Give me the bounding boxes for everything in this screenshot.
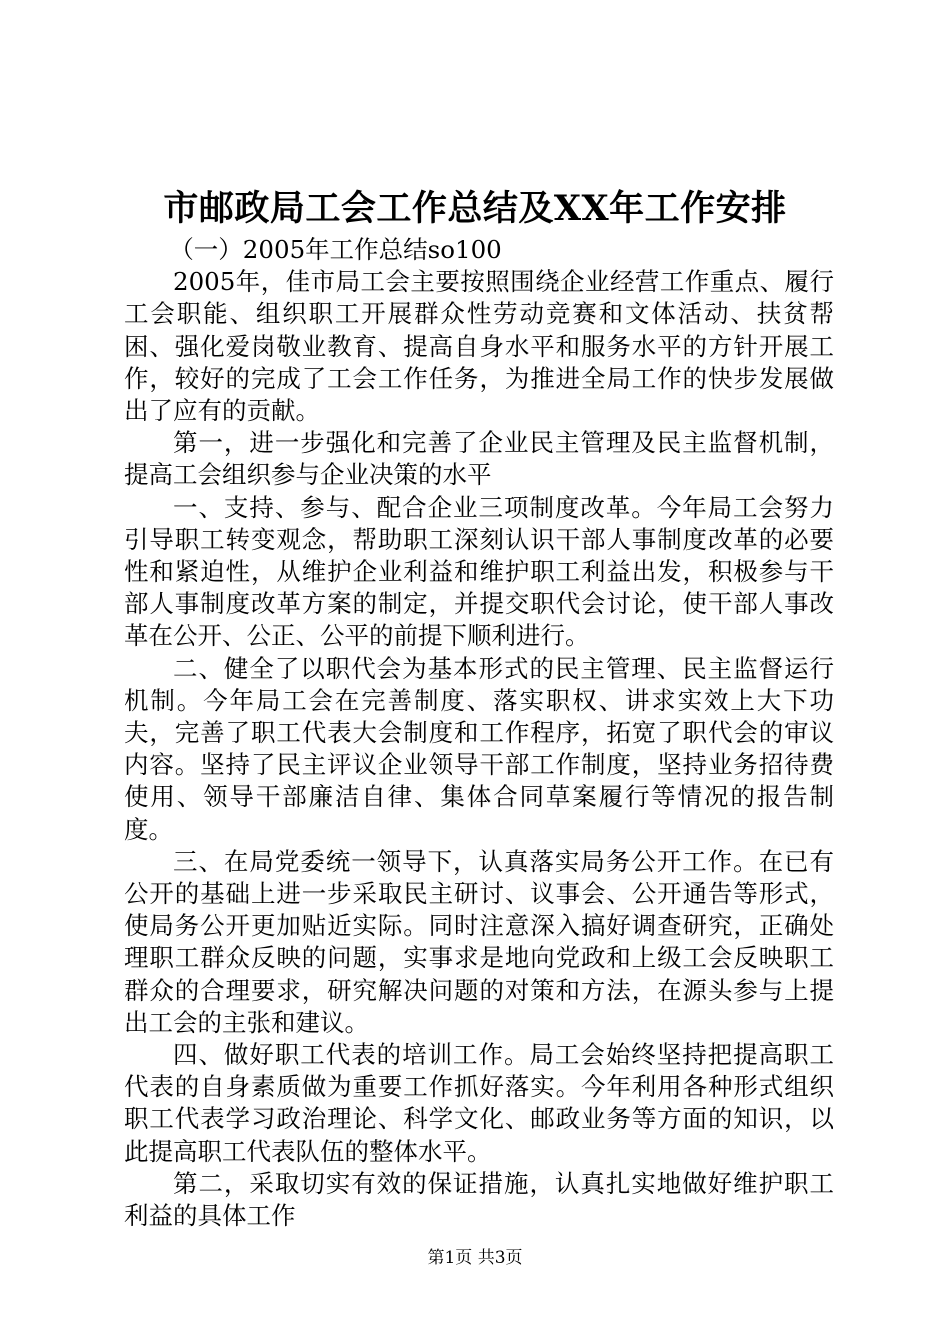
document-title: 市邮政局工会工作总结及XX年工作安排 bbox=[163, 188, 787, 229]
body-paragraph: 第一，进一步强化和完善了企业民主管理及民主监督机制，提高工会组织参与企业决策的水平 bbox=[124, 428, 834, 490]
body-paragraph: 四、做好职工代表的培训工作。局工会始终坚持把提高职工代表的自身素质做为重要工作抓好落实。今年利用各种形式组织职工代表学习政治理论、科学文化、邮政业务等方面的知识，以此提高职工代表队伍的整体水平。 bbox=[124, 1040, 834, 1166]
body-paragraph: 一、支持、参与、配合企业三项制度改革。今年局工会努力引导职工转变观念，帮助职工深刻认识干部人事制度改革的必要性和紧迫性，从维护企业利益和维护职工利益出发，积极参与干部人事制度改革方案的制定，并提交职代会讨论，使干部人事改革在公开、公正、公平的前提下顺利进行。 bbox=[124, 492, 834, 651]
body-paragraph: 2005年，佳市局工会主要按照围绕企业经营工作重点、履行工会职能、组织职工开展群众性劳动竞赛和文体活动、扶贫帮困、强化爱岗敬业教育、提高自身水平和服务水平的方针开展工作，较好的完成了工会工作任务，为推进全局工作的快步发展做出了应有的贡献。 bbox=[124, 267, 834, 426]
page-footer: 第1页 共3页 bbox=[427, 1248, 523, 1268]
document-body bbox=[124, 234, 834, 1232]
section-subheading: （一）2005年工作总结so100 bbox=[169, 235, 502, 264]
body-paragraph: 二、健全了以职代会为基本形式的民主管理、民主监督运行机制。今年局工会在完善制度、落实职权、讲求实效上大下功夫，完善了职工代表大会制度和工作程序，拓宽了职代会的审议内容。坚持了民主评议企业领导干部工作制度，坚持业务招待费使用、领导干部廉洁自律、集体合同草案履行等情况的报告制度。 bbox=[124, 653, 834, 844]
body-paragraph: 三、在局党委统一领导下，认真落实局务公开工作。在已有公开的基础上进一步采取民主研讨、议事会、公开通告等形式，使局务公开更加贴近实际。同时注意深入搞好调查研究，正确处理职工群众反映的问题，实事求是地向党政和上级工会反映职工群众的合理要求，研究解决问题的对策和方法，在源头参与上提出工会的主张和建议。 bbox=[124, 846, 834, 1037]
body-paragraph: 第二，采取切实有效的保证措施，认真扎实地做好维护职工利益的具体工作 bbox=[124, 1168, 834, 1231]
